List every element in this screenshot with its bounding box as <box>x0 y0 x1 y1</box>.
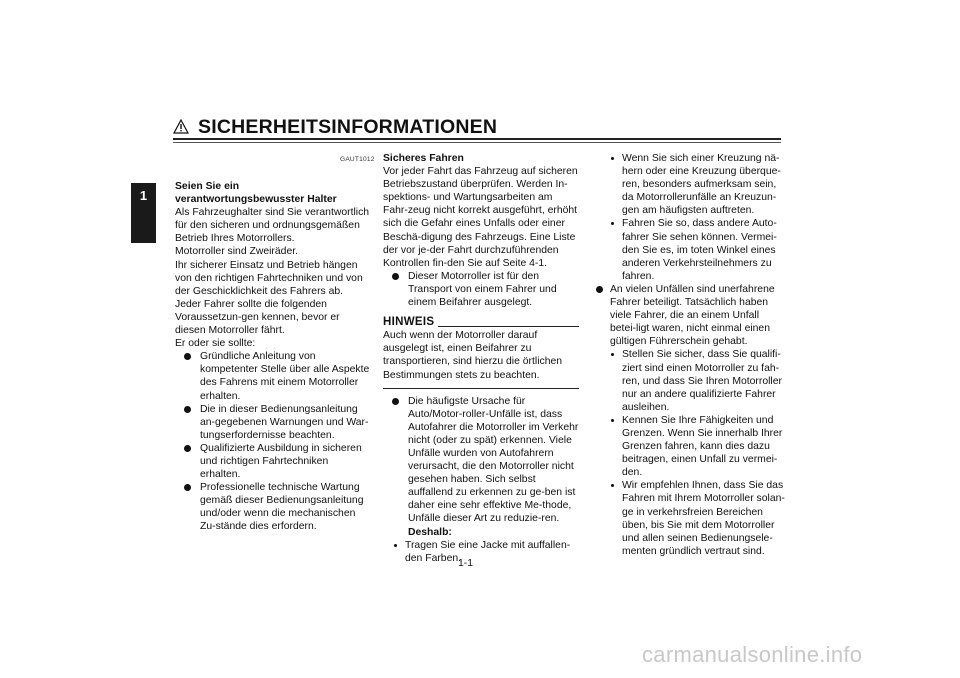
list-item-text: Qualifizierte Ausbildung in sicheren und richtigen Fahrtechniken erhalten. <box>200 442 362 481</box>
inexperience-list <box>596 283 786 348</box>
list-item-text: Die häufigste Ursache für Auto/Motor-roller-Unfälle ist, dass Autofahrer die Motorroller im Verkehr nicht (oder zu spät) erkennen. Viele Unfälle wurden von Autofahrern verursacht, die den Motorroller nicht gesehen haben. Sich selbst auffallend zu erkennen zu ge-ben ist daher eine sehr effektive Me-thode, Unfälle dieser Art zu reduzie-ren. <box>408 395 579 525</box>
paragraph-should: Er oder sie sollte: <box>175 338 256 350</box>
list-item-text: Fahren Sie so, dass andere Auto-fahrer Sie sehen können. Vermei-den Sie es, im toten Winkel eines anderen Verkehrsteilnehmers zu fahren. <box>622 218 777 282</box>
paragraph-two-wheelers: Motorroller sind Zweiräder. <box>175 246 298 258</box>
bullet-icon <box>392 273 399 280</box>
list-item <box>610 152 786 217</box>
column-1 <box>175 180 371 534</box>
list-item <box>610 217 786 282</box>
small-bullet-icon <box>611 419 614 422</box>
bullet-icon <box>184 353 191 360</box>
note-header <box>383 316 579 329</box>
header-rule-thin <box>173 142 781 143</box>
page-title: SICHERHEITSINFORMATIONEN <box>198 116 498 138</box>
list-item <box>393 539 579 565</box>
column-3 <box>596 152 786 558</box>
section-header <box>173 116 781 146</box>
list-item-text: Dieser Motorroller ist für den Transport von einem Fahrer und einem Beifahrer ausgelegt. <box>408 270 557 309</box>
bullet-icon <box>184 406 191 413</box>
list-item-text: Kennen Sie Ihre Fähigkeiten und Grenzen. Wenn Sie innerhalb Ihrer Grenzen fahren, kann dies dazu beitragen, einen Unfall zu vermei-den. <box>622 414 783 479</box>
list-item <box>610 414 786 479</box>
list-item-text: Professionelle technische Wartung gemäß dieser Bedienungsanleitung und/oder wenn die mechanischen Zu-stände dies erfordern. <box>200 482 364 533</box>
chapter-tab: 1 <box>131 183 156 243</box>
therefore-label: Deshalb: <box>408 526 452 538</box>
visibility-list <box>596 152 786 283</box>
paragraph-skills: Ihr sicherer Einsatz und Betrieb hängen von den richtigen Fahrtechniken und von der Geschicklichkeit des Fahrers ab. Jeder Fahrer sollte die folgenden Voraussetzun-gen kennen, bevor er diesen Motorroller fährt. <box>175 259 363 337</box>
watermark: carmanualsonline.info <box>642 642 863 667</box>
list-item-text: Stellen Sie sicher, dass Sie qualifi-ziert sind einen Motorroller zu fah-ren, und dass Sie Ihren Motorroller nur an andere qualifizierte Fahrer ausleihen. <box>622 349 782 413</box>
bullet-icon <box>184 484 191 491</box>
column-2 <box>383 152 579 565</box>
list-item <box>387 395 579 539</box>
list-item-text: Die in dieser Bedienungsanleitung an-gegebenen Warnungen und War-tungserfordernisse beachten. <box>200 403 369 441</box>
requirements-list <box>175 350 371 533</box>
paragraph-check: Vor jeder Fahrt das Fahrzeug auf sicheren Betriebszustand überprüfen. Werden In-spektions- und Wartungsarbeiten am Fahr-zeug nicht korrekt ausgeführt, erhöht sich die Gefahr eines Unfalls oder einer Beschä-digung des Fahrzeugs. Eine Liste der vor je-der Fahrt durchzuführenden Kontrollen fin-den Sie auf Seite 4-1. <box>383 166 578 269</box>
list-item <box>610 348 786 413</box>
note-text: Auch wenn der Motorroller darauf ausgelegt ist, einen Beifahrer zu transportieren, sind hierzu die örtlichen Bestimmungen stets zu beachten. <box>383 330 563 381</box>
header-rule-thick <box>173 138 781 140</box>
list-item-text: Tragen Sie eine Jacke mit auffallen-den Farben. <box>405 539 571 564</box>
passenger-list <box>383 270 579 309</box>
list-item <box>179 481 371 533</box>
bullet-icon <box>392 398 399 405</box>
note-end-rule <box>383 388 579 389</box>
small-bullet-icon <box>611 484 614 487</box>
list-item-text: An vielen Unfällen sind unerfahrene Fahrer beteiligt. Tatsächlich haben viele Fahrer, die an einem Unfall betei-ligt waren, nicht einmal einen gültigen Führerschein gehabt. <box>610 283 775 348</box>
heading-safe-riding: Sicheres Fahren <box>383 153 464 164</box>
warning-triangle-icon <box>173 119 189 134</box>
bullet-icon <box>596 286 603 293</box>
list-item <box>179 403 371 442</box>
list-item <box>179 442 371 481</box>
small-bullet-icon <box>611 157 614 160</box>
list-item <box>387 270 579 309</box>
accident-cause-list <box>383 395 579 539</box>
reference-code: GAUT1012 <box>340 156 375 163</box>
list-item-text: Wir empfehlen Ihnen, dass Sie das Fahren mit Ihrem Motorroller solan-ge in verkehrsfreien Bereichen üben, bis Sie mit dem Motorroller und allen seinen Bedienungsele-menten gründlich vertraut sind. <box>622 480 785 557</box>
list-item <box>179 350 371 402</box>
bullet-icon <box>184 445 191 452</box>
note-rule <box>438 326 579 327</box>
list-item <box>596 283 786 348</box>
list-item-text: Wenn Sie sich einer Kreuzung nä-hern oder eine Kreuzung überque-ren, besonders aufmerksam sein, da Motorrollerunfälle an Kreuzun-gen am häufigsten auftreten. <box>622 153 781 217</box>
qualification-list <box>596 348 786 558</box>
list-item <box>610 479 786 558</box>
page-number: 1-1 <box>458 558 474 569</box>
small-bullet-icon <box>611 222 614 225</box>
small-bullet-icon <box>394 544 397 547</box>
small-bullet-icon <box>611 353 614 356</box>
therefore-list <box>383 539 579 565</box>
note-label: HINWEIS <box>383 316 435 329</box>
list-item-text: Gründliche Anleitung von kompetenter Stelle über alle Aspekte des Fahrens mit einem Motorroller erhalten. <box>200 351 370 402</box>
heading-responsible-owner: Seien Sie ein verantwortungsbewusster Halter <box>175 181 337 206</box>
paragraph-intro: Als Fahrzeughalter sind Sie verantwortlich für den sicheren und ordnungsgemäßen Betrieb Ihres Motorrollers. <box>175 207 370 245</box>
